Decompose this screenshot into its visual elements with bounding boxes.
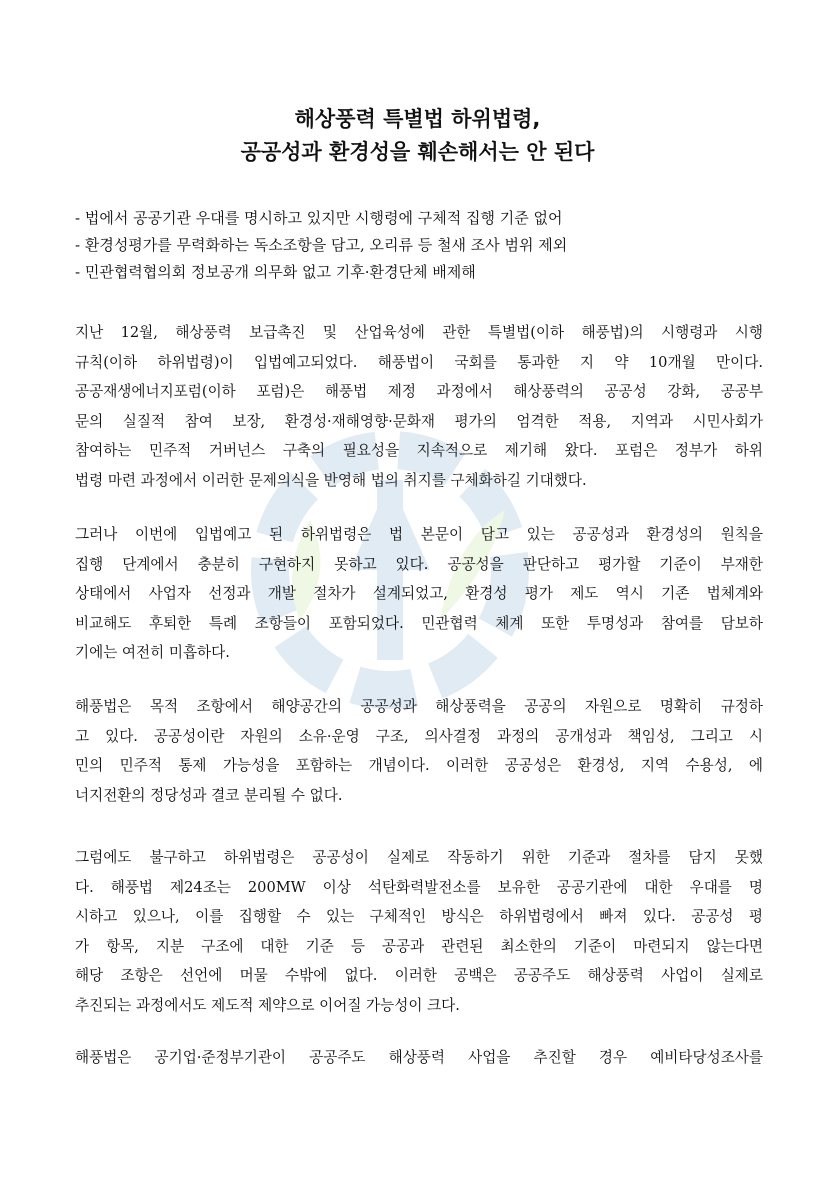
paragraph-line: 민의 민주적 통제 가능성을 포함하는 개념이다. 이러한 공공성은 환경성, 지역 수용성, 에	[75, 757, 763, 774]
summary-points	[75, 205, 765, 286]
page-title	[0, 103, 835, 169]
paragraph-line: 다. 해풍법 제24조는 200MW 이상 석탄화력발전소를 보유한 공공기관에 대한 우대를 명	[75, 878, 763, 896]
title-line-1: 해상풍력 특별법 하위법령,	[294, 107, 541, 131]
summary-point: - 환경성평가를 무력화하는 독소조항을 담고, 오리류 등 철새 조사 범위 제외	[75, 236, 568, 254]
paragraph-line: 그러나 이번에 입법예고 된 하위법령은 법 본문이 담고 있는 공공성과 환경성의 원칙을	[75, 526, 763, 543]
paragraph-line: 비교해도 후퇴한 특례 조항들이 포함되었다. 민관협력 체계 또한 투명성과 참여를 담보하	[75, 614, 763, 632]
body-paragraph-2	[75, 520, 763, 668]
paragraph-line: 해풍법은 목적 조항에서 해양공간의 공공성과 해상풍력을 공공의 자원으로 명확히 규정하	[75, 698, 763, 715]
body-paragraph-1	[75, 318, 763, 495]
paragraph-line: 추진되는 과정에서도 제도적 제약으로 이어질 가능성이 크다.	[75, 996, 460, 1014]
paragraph-line: 고 있다. 공공성이란 자원의 소유·운영 구조, 의사결정 과정의 공개성과 책임성, 그리고 시	[75, 727, 763, 745]
paragraph-line: 기에는 여전히 미흡하다.	[75, 644, 230, 661]
body-paragraph-3	[75, 692, 763, 810]
paragraph-line: 참여하는 민주적 거버넌스 구축의 필요성을 지속적으로 제기해 왔다. 포럼은 정부가 하위	[75, 442, 763, 459]
body-paragraph-5	[75, 1043, 763, 1073]
paragraph-line: 너지전환의 정당성과 결코 분리될 수 없다.	[75, 786, 343, 804]
paragraph-line: 법령 마련 과정에서 이러한 문제의식을 반영해 법의 취지를 구체화하길 기대했다.	[75, 471, 587, 489]
paragraph-line: 해풍법은 공기업·준정부기관이 공공주도 해상풍력 사업을 추진할 경우 예비타당성조사를	[75, 1049, 763, 1066]
summary-point: - 법에서 공공기관 우대를 명시하고 있지만 시행령에 구체적 집행 기준 없어	[75, 209, 563, 227]
paragraph-line: 해당 조항은 선언에 머물 수밖에 없다. 이러한 공백은 공공주도 해상풍력 사업이 실제로	[75, 967, 763, 984]
paragraph-line: 지난 12월, 해상풍력 보급촉진 및 산업육성에 관한 특별법(이하 해풍법)의 시행령과 시행	[75, 324, 763, 341]
title-line-2: 공공성과 환경성을 훼손해서는 안 된다	[240, 140, 595, 164]
body-paragraph-4	[75, 843, 763, 1020]
paragraph-line: 시하고 있으나, 이를 집행할 수 있는 구체적인 방식은 하위법령에서 빠져 있다. 공공성 평	[75, 908, 763, 925]
paragraph-line: 상태에서 사업자 선정과 개발 절차가 설계되었고, 환경성 평가 제도 역시 기존 법체계와	[75, 585, 763, 602]
paragraph-line: 공공재생에너지포럼(이하 포럼)은 해풍법 제정 과정에서 해상풍력의 공공성 강화, 공공부	[75, 383, 763, 400]
paragraph-line: 가 항목, 지분 구조에 대한 기준 등 공공과 관련된 최소한의 기준이 마련되지 않는다면	[75, 937, 763, 955]
summary-point: - 민관협력협의회 정보공개 의무화 없고 기후·환경단체 배제해	[75, 263, 476, 281]
paragraph-line: 집행 단계에서 충분히 구현하지 못하고 있다. 공공성을 판단하고 평가할 기준이 부재한	[75, 555, 763, 573]
paragraph-line: 규칙(이하 하위법령)이 입법예고되었다. 해풍법이 국회를 통과한 지 약 10개월 만이다.	[75, 353, 763, 371]
paragraph-line: 그럼에도 불구하고 하위법령은 공공성이 실제로 작동하기 위한 기준과 절차를 담지 못했	[75, 849, 763, 866]
paragraph-line: 문의 실질적 참여 보장, 환경성·재해영향·문화재 평가의 엄격한 적용, 지역과 시민사회가	[75, 412, 763, 430]
